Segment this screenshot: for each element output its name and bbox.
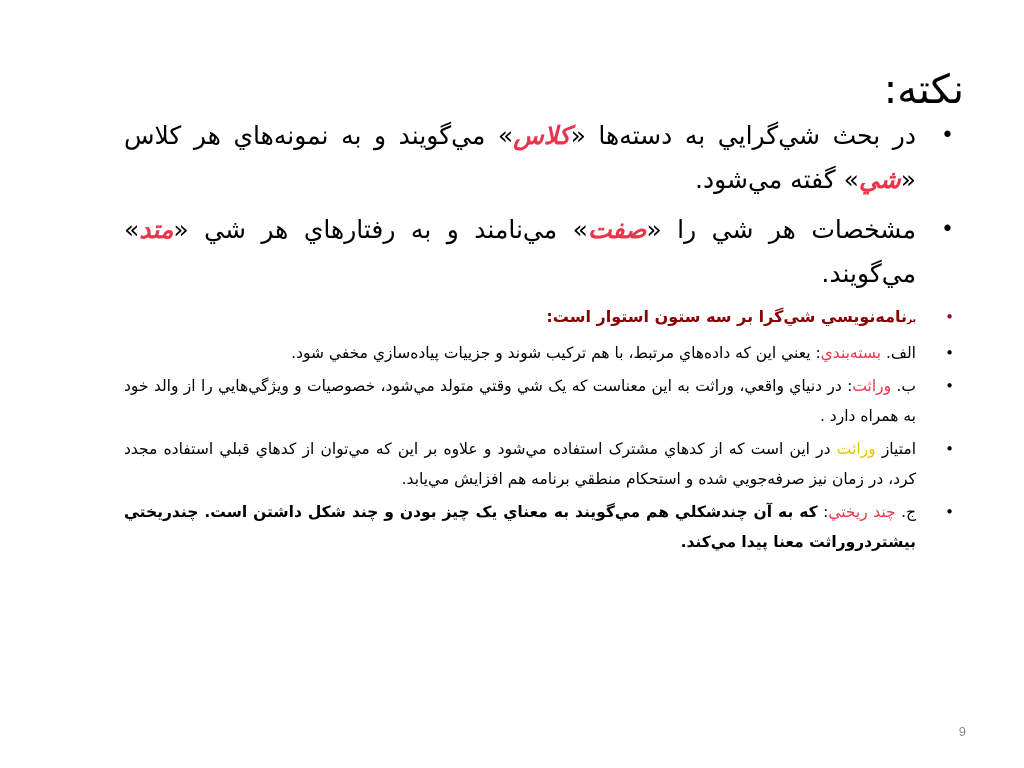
keyword-method: متد (139, 215, 174, 244)
main-bullet-list (124, 114, 954, 296)
slide-content (124, 114, 954, 560)
bullet-icon: • (945, 377, 954, 395)
quote-open: « (646, 215, 662, 244)
term-inheritance-highlight: وراثت (836, 440, 876, 458)
pillars-intro (124, 302, 954, 335)
term-polymorphism: چند ريختي (828, 503, 896, 521)
item-prefix: امتياز (875, 440, 916, 458)
page-number: 9 (958, 724, 966, 739)
bullet-text: مي‌گويند. (821, 259, 916, 288)
intro-prefix: بر (907, 315, 916, 325)
quote-close: » (497, 121, 514, 150)
bullet-text: در بحث شي‌گرايي به دسته‌ها (585, 121, 916, 150)
slide-title: نکته: (883, 67, 964, 113)
quote-close: » (124, 215, 140, 244)
keyword-object: شي (858, 165, 901, 194)
item-prefix: ب. (891, 377, 916, 395)
item-colon: : (817, 503, 829, 521)
bullet-text: گفته مي‌شود. (695, 165, 844, 194)
item-text: در اين است که از کدهاي مشترک استفاده مي‌شود و علاوه بر اين که مي‌توان از کدهاي قبلي استفاده مجدد کرد، در زمان نيز صرفه‌جويي شده و استحکام منطقي برنامه هم افزايش مي‌يابد. (124, 440, 916, 488)
quote-open: « (173, 215, 189, 244)
term-encapsulation: بسته‌بندي (820, 344, 882, 362)
intro-text: نامه‌نويسي شي‌گرا بر سه ستون استوار است: (546, 307, 908, 326)
item-text: که به آن چندشکلي هم مي‌گويند به معناي يک چيز بودن و چند شکل داشتن است. چندريختي بيشتردروراثت معنا پيدا مي‌کند. (124, 503, 916, 551)
bullet-text: مي‌نامند و به رفتارهاي هر شي (188, 215, 573, 244)
bullet-item-class-object (124, 114, 954, 202)
bullet-text: مشخصات هر شي را (661, 215, 916, 244)
bullet-text: مي‌گويند و به نمونه‌هاي هر کلاس (124, 121, 498, 150)
bullet-icon: • (945, 440, 954, 458)
pillars-intro-text (546, 307, 916, 326)
inheritance-advantage (124, 434, 954, 494)
keyword-class: کلاس (513, 121, 571, 150)
item-text: : يعني اين که داده‌هاي مرتبط، با هم ترکيب شوند و جزييات پياده‌سازي مخفي شود. (291, 344, 821, 362)
pillar-encapsulation (124, 338, 954, 368)
pillar-polymorphism (124, 497, 954, 557)
keyword-attribute: صفت (587, 215, 647, 244)
quote-open: « (570, 121, 586, 150)
quote-close: » (843, 165, 859, 194)
term-inheritance: وراثت (852, 377, 892, 395)
item-prefix: الف. (881, 344, 916, 362)
bullet-item-attribute-method (124, 208, 954, 296)
bullet-icon: • (941, 123, 954, 148)
quote-open: « (900, 165, 916, 194)
oop-pillars-list (124, 302, 954, 557)
item-prefix: ج. (895, 503, 917, 521)
item-text: : در دنياي واقعي، وراثت به اين معناست که يک شي وقتي متولد مي‌شود، خصوصيات و ويژگي‌هايي را از والد خود به همراه دارد . (124, 377, 916, 425)
bullet-icon: • (945, 308, 954, 326)
bullet-icon: • (945, 344, 954, 362)
bullet-icon: • (941, 217, 954, 242)
quote-close: » (572, 215, 588, 244)
bullet-icon: • (945, 503, 954, 521)
pillar-inheritance (124, 371, 954, 431)
